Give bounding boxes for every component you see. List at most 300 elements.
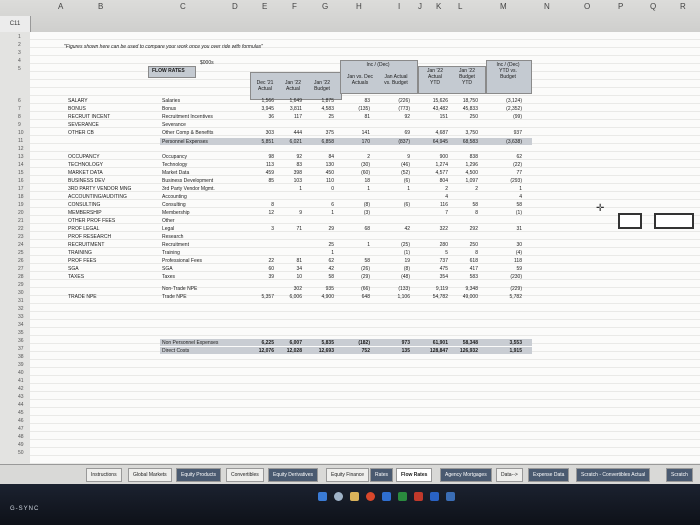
row-number: 21: [18, 218, 24, 224]
label-prof-fees: PROF FEES: [68, 258, 97, 264]
tab-agency-mortgages[interactable]: Agency Mortgages: [440, 468, 492, 482]
table-cell[interactable]: 25: [328, 114, 334, 120]
table-cell[interactable]: 85: [268, 178, 274, 184]
table-cell[interactable]: (8): [363, 202, 370, 208]
col-f[interactable]: F: [292, 2, 297, 11]
table-cell[interactable]: 3,945: [261, 106, 274, 112]
table-cell[interactable]: (3): [363, 210, 370, 216]
col-i[interactable]: I: [398, 2, 401, 11]
start-icon[interactable]: [318, 492, 327, 501]
label-trade-npe: TRADE NPE: [68, 294, 97, 300]
table-cell[interactable]: 5: [445, 250, 448, 256]
col-k[interactable]: K: [436, 2, 442, 11]
table-cell[interactable]: 58: [516, 202, 522, 208]
table-cell[interactable]: 322: [439, 226, 448, 232]
table-cell[interactable]: 1,649: [289, 98, 302, 104]
table-cell[interactable]: (46): [401, 162, 410, 168]
table-cell[interactable]: 6,021: [289, 139, 302, 145]
table-cell[interactable]: (26): [361, 266, 370, 272]
row-header-bar: [0, 32, 31, 464]
label-recruitment: RECRUITMENT: [68, 242, 105, 248]
col-j[interactable]: J: [418, 2, 422, 11]
table-cell[interactable]: 92: [296, 154, 302, 160]
table-cell[interactable]: 648: [361, 294, 370, 300]
table-cell[interactable]: 292: [469, 226, 478, 232]
table-cell[interactable]: (4): [515, 250, 522, 256]
outlook-icon[interactable]: [446, 492, 455, 501]
mid-consulting: Consulting: [162, 202, 186, 208]
table-cell[interactable]: 280: [439, 242, 448, 248]
row-number: 28: [18, 274, 24, 280]
table-cell[interactable]: (8): [403, 266, 410, 272]
table-cell[interactable]: (2,352): [506, 106, 522, 112]
cell-grid[interactable]: [30, 32, 700, 464]
col-r[interactable]: R: [680, 2, 686, 11]
table-cell[interactable]: 49,000: [462, 294, 478, 300]
hdr-jan22-actual-ytd: Jan '22 Actual YTD: [427, 68, 443, 86]
row-number: 5: [18, 66, 21, 72]
table-cell[interactable]: 34: [296, 266, 302, 272]
col-c[interactable]: C: [180, 2, 186, 11]
tab-instructions[interactable]: Instructions: [86, 468, 122, 482]
col-d[interactable]: D: [232, 2, 238, 11]
table-cell[interactable]: 126,932: [459, 348, 478, 354]
table-cell[interactable]: 58,348: [462, 340, 478, 346]
col-o[interactable]: O: [584, 2, 591, 11]
table-cell[interactable]: 8: [475, 210, 478, 216]
col-n[interactable]: N: [544, 2, 550, 11]
table-cell[interactable]: 113: [266, 162, 274, 168]
row-number: 26: [18, 258, 24, 264]
row-number: 50: [18, 450, 24, 456]
tab-equity-finance[interactable]: Equity Finance: [326, 468, 369, 482]
mid-recruitment: Recruitment: [162, 242, 189, 248]
table-cell[interactable]: 98: [268, 154, 274, 160]
table-cell[interactable]: (293): [510, 178, 522, 184]
hdr-jan-vs-dec: Jan vs. Dec Actuals: [346, 74, 374, 86]
row-number: 12: [18, 146, 24, 152]
col-e[interactable]: E: [262, 2, 268, 11]
col-g[interactable]: G: [322, 2, 329, 11]
label-training: TRAINING: [68, 250, 92, 256]
table-cell[interactable]: 6,006: [289, 294, 302, 300]
table-cell[interactable]: 303: [265, 130, 274, 136]
label-consulting: CONSULTING: [68, 202, 101, 208]
row-number: 38: [18, 354, 24, 360]
table-cell[interactable]: 25: [328, 242, 334, 248]
mid-salaries: Salaries: [162, 98, 181, 104]
row-number: 17: [18, 186, 24, 192]
units-label: $000s: [200, 60, 214, 66]
table-cell[interactable]: 973: [401, 340, 410, 346]
column-header-bar: [0, 0, 700, 33]
table-cell[interactable]: 18,750: [462, 98, 478, 104]
table-cell[interactable]: 81: [296, 258, 302, 264]
table-cell[interactable]: (229): [510, 286, 522, 292]
row-number: 42: [18, 386, 24, 392]
col-q[interactable]: Q: [650, 2, 657, 11]
col-a[interactable]: A: [58, 2, 64, 11]
row-number: 30: [18, 290, 24, 296]
table-cell[interactable]: (6): [403, 202, 410, 208]
table-cell[interactable]: 151: [439, 114, 448, 120]
table-cell[interactable]: 1: [367, 186, 370, 192]
table-cell[interactable]: 444: [293, 130, 302, 136]
col-l[interactable]: L: [458, 2, 463, 11]
row-number: 8: [18, 114, 21, 120]
table-cell[interactable]: 1: [519, 186, 522, 192]
table-cell[interactable]: 5,782: [509, 294, 522, 300]
table-cell[interactable]: 71: [296, 226, 302, 232]
table-cell[interactable]: 18: [364, 178, 370, 184]
table-cell[interactable]: (1): [403, 250, 410, 256]
table-cell[interactable]: 1,875: [321, 98, 334, 104]
mid-other: Other: [162, 218, 175, 224]
table-cell[interactable]: (3,124): [506, 98, 522, 104]
table-cell[interactable]: 3,553: [509, 340, 522, 346]
table-cell[interactable]: 69: [404, 130, 410, 136]
table-cell[interactable]: 83: [364, 98, 370, 104]
table-cell[interactable]: (29): [361, 274, 370, 280]
table-cell[interactable]: 398: [293, 170, 302, 176]
hdr-jan22-budget-ytd: Jan '22 Budget YTD: [459, 68, 475, 86]
tab-global-markets[interactable]: Global Markets: [128, 468, 172, 482]
row-number: 9: [18, 122, 21, 128]
table-cell[interactable]: (48): [401, 274, 410, 280]
table-cell[interactable]: (99): [513, 114, 522, 120]
table-cell[interactable]: 61,901: [432, 340, 448, 346]
table-cell[interactable]: 459: [265, 170, 274, 176]
table-cell[interactable]: 8: [475, 250, 478, 256]
table-cell[interactable]: 4,687: [435, 130, 448, 136]
row-number: 31: [18, 298, 24, 304]
table-cell[interactable]: 128,847: [429, 348, 448, 354]
tab-scratch[interactable]: Scratch: [666, 468, 693, 482]
row-number: 39: [18, 362, 24, 368]
table-cell[interactable]: 302: [293, 286, 302, 292]
label-other-cb: OTHER CB: [68, 130, 94, 136]
row-number: 10: [18, 130, 24, 136]
table-cell[interactable]: 0: [331, 186, 334, 192]
table-cell[interactable]: 58: [364, 258, 370, 264]
tab-rates[interactable]: Rates: [370, 468, 393, 482]
table-cell[interactable]: 81: [364, 114, 370, 120]
table-cell[interactable]: 6,858: [321, 139, 334, 145]
table-cell[interactable]: 417: [469, 266, 478, 272]
table-cell[interactable]: (60): [361, 170, 370, 176]
mid-market-data: Market Data: [162, 170, 190, 176]
table-cell[interactable]: 12,693: [318, 348, 334, 354]
hdr-ytd-incdec: Inc / (Dec) YTD vs. Budget: [496, 62, 520, 80]
tab-flow-rates[interactable]: Flow Rates: [396, 468, 432, 482]
table-cell[interactable]: 5,851: [261, 139, 274, 145]
table-cell[interactable]: 19: [404, 258, 410, 264]
table-cell[interactable]: 475: [439, 266, 448, 272]
table-cell[interactable]: 2: [445, 186, 448, 192]
table-cell[interactable]: 1,106: [397, 294, 410, 300]
table-cell[interactable]: 12: [268, 210, 274, 216]
table-cell[interactable]: 68,583: [462, 139, 478, 145]
instruction-note: "Figures shown here can be used to compare your work once you over ride with formulas": [64, 44, 263, 50]
row-number: 11: [18, 138, 24, 144]
search-icon[interactable]: [334, 492, 343, 501]
table-cell[interactable]: 2: [475, 186, 478, 192]
table-cell[interactable]: 22: [268, 258, 274, 264]
table-cell[interactable]: 3,750: [465, 130, 478, 136]
mid-prof-fees: Professional Fees: [162, 258, 203, 264]
table-cell[interactable]: 9,348: [465, 286, 478, 292]
table-cell[interactable]: 1: [367, 242, 370, 248]
mid-taxes: Taxes: [162, 274, 176, 280]
table-cell[interactable]: 9: [299, 210, 302, 216]
hdr-jan-vs-budget: Jan Actual vs. Budget: [384, 74, 408, 86]
table-cell[interactable]: 45,833: [462, 106, 478, 112]
table-cell[interactable]: 110: [326, 178, 334, 184]
table-cell[interactable]: 618: [469, 258, 478, 264]
table-cell[interactable]: (66): [361, 286, 370, 292]
os-taskbar: [0, 484, 700, 525]
table-cell[interactable]: 84: [328, 154, 334, 160]
section-title: FLOW RATES: [152, 68, 185, 74]
table-cell[interactable]: 103: [293, 178, 302, 184]
table-cell[interactable]: 15,626: [432, 98, 448, 104]
hdr-incdec: Inc / (Dec): [366, 62, 390, 68]
table-cell[interactable]: 1: [299, 186, 302, 192]
table-cell[interactable]: 3,811: [289, 106, 302, 112]
table-cell[interactable]: 31: [516, 226, 522, 232]
row-number: 18: [18, 194, 24, 200]
table-cell[interactable]: 1,097: [465, 178, 478, 184]
mid-training: Training: [162, 250, 180, 256]
row-number: 33: [18, 314, 24, 320]
table-cell[interactable]: 4: [445, 194, 448, 200]
mid-occupancy: Occupancy: [162, 154, 188, 160]
table-cell[interactable]: 1,566: [261, 98, 274, 104]
table-cell[interactable]: 29: [328, 226, 334, 232]
table-cell[interactable]: 6: [331, 202, 334, 208]
table-cell[interactable]: 64,945: [432, 139, 448, 145]
table-cell[interactable]: 54,782: [432, 294, 448, 300]
table-cell[interactable]: (182): [358, 340, 370, 346]
edge-icon[interactable]: [382, 492, 391, 501]
table-cell[interactable]: (3,638): [506, 139, 522, 145]
table-cell[interactable]: 62: [328, 258, 334, 264]
table-cell[interactable]: (773): [398, 106, 410, 112]
table-cell[interactable]: 5,357: [261, 294, 274, 300]
table-cell[interactable]: 4,577: [435, 170, 448, 176]
table-cell[interactable]: 130: [325, 162, 334, 168]
table-cell[interactable]: 9: [407, 154, 410, 160]
table-cell[interactable]: (25): [401, 242, 410, 248]
table-cell[interactable]: 7: [445, 210, 448, 216]
table-cell[interactable]: 60: [268, 266, 274, 272]
table-cell[interactable]: 2: [367, 154, 370, 160]
table-cell[interactable]: 141: [361, 130, 370, 136]
col-m[interactable]: M: [500, 2, 507, 11]
col-p[interactable]: P: [618, 2, 624, 11]
table-cell[interactable]: 4: [519, 194, 522, 200]
table-cell[interactable]: 58: [328, 274, 334, 280]
table-cell[interactable]: (230): [510, 274, 522, 280]
row-number: 19: [18, 202, 24, 208]
table-cell[interactable]: 1,915: [509, 348, 522, 354]
table-cell[interactable]: 937: [513, 130, 522, 136]
excel-icon[interactable]: [398, 492, 407, 501]
hdr-jan22-budget: Jan '22 Budget: [314, 80, 330, 92]
table-cell[interactable]: 5,835: [321, 340, 334, 346]
table-cell[interactable]: 804: [439, 178, 448, 184]
label-recruit-incent: RECRUIT INCENT: [68, 114, 111, 120]
row-number: 45: [18, 410, 24, 416]
table-cell[interactable]: (22): [513, 162, 522, 168]
row-number: 6: [18, 98, 21, 104]
row-number: 46: [18, 418, 24, 424]
table-cell[interactable]: 118: [514, 258, 522, 264]
table-cell[interactable]: (133): [398, 286, 410, 292]
table-cell[interactable]: 1: [331, 250, 334, 256]
label-membership: MEMBERSHIP: [68, 210, 102, 216]
mid-bonus: Bonus: [162, 106, 177, 112]
label-market-data: MARKET DATA: [68, 170, 103, 176]
table-cell[interactable]: (1): [515, 210, 522, 216]
table-cell[interactable]: (30): [361, 162, 370, 168]
monitor-brand: G-SYNC: [10, 506, 40, 512]
table-cell[interactable]: 12,028: [286, 348, 302, 354]
label-prof-research: PROF RESEARCH: [68, 234, 112, 240]
tab-scratch-convertibles[interactable]: Scratch - Convertibles Actual: [576, 468, 650, 482]
chrome-icon[interactable]: [366, 492, 375, 501]
table-cell[interactable]: 250: [469, 242, 478, 248]
row-number: 4: [18, 58, 21, 64]
table-cell[interactable]: 6,007: [289, 340, 302, 346]
tab-convertibles[interactable]: Convertibles: [226, 468, 264, 482]
row-number: 29: [18, 282, 24, 288]
table-cell[interactable]: (6): [403, 178, 410, 184]
table-cell[interactable]: 838: [469, 154, 478, 160]
row-number: 34: [18, 322, 24, 328]
mid-non-personnel: Non Personnel Expenses: [162, 340, 219, 346]
table-cell[interactable]: 170: [361, 139, 370, 145]
row-number: 44: [18, 402, 24, 408]
table-cell[interactable]: 9,119: [435, 286, 448, 292]
mid-business-dev: Business Development: [162, 178, 214, 184]
label-prof-legal: PROF LEGAL: [68, 226, 100, 232]
table-cell[interactable]: 58: [472, 202, 478, 208]
table-cell[interactable]: 30: [516, 242, 522, 248]
table-cell[interactable]: (135): [358, 106, 370, 112]
hdr-jan22-actual: Jan '22 Actual: [285, 80, 301, 92]
table-cell[interactable]: 8: [271, 202, 274, 208]
mid-severance: Severance: [162, 122, 186, 128]
table-cell[interactable]: 42: [404, 226, 410, 232]
row-number: 27: [18, 266, 24, 272]
selected-range[interactable]: [654, 213, 694, 229]
mid-legal: Legal: [162, 226, 175, 232]
row-number: 1: [18, 34, 21, 40]
tab-expense-data[interactable]: Expense Data: [528, 468, 569, 482]
row-number: 49: [18, 442, 24, 448]
mid-other-comp: Other Comp & Benefits: [162, 130, 214, 136]
word-icon[interactable]: [430, 492, 439, 501]
row-number: 47: [18, 426, 24, 432]
table-cell[interactable]: 583: [469, 274, 478, 280]
row-number: 15: [18, 170, 24, 176]
label-other-prof: OTHER PROF FEES: [68, 218, 116, 224]
file-explorer-icon[interactable]: [350, 492, 359, 501]
row-number: 2: [18, 42, 21, 48]
table-cell[interactable]: 900: [439, 154, 448, 160]
table-cell[interactable]: 36: [268, 114, 274, 120]
table-cell[interactable]: 117: [294, 114, 302, 120]
table-cell[interactable]: 737: [439, 258, 448, 264]
table-cell[interactable]: 250: [469, 114, 478, 120]
label-taxes: TAXES: [68, 274, 85, 280]
table-cell[interactable]: 935: [325, 286, 334, 292]
row-number: 32: [18, 306, 24, 312]
table-cell[interactable]: 4,583: [321, 106, 334, 112]
table-cell[interactable]: (52): [401, 170, 410, 176]
table-cell[interactable]: 4,500: [465, 170, 478, 176]
table-cell[interactable]: 752: [361, 348, 370, 354]
table-cell[interactable]: 6,225: [261, 340, 274, 346]
table-cell[interactable]: 1: [331, 210, 334, 216]
table-cell[interactable]: 39: [268, 274, 274, 280]
label-severance: SEVERANCE: [68, 122, 99, 128]
table-cell[interactable]: 92: [404, 114, 410, 120]
table-cell[interactable]: 3: [271, 226, 274, 232]
table-cell[interactable]: 135: [401, 348, 410, 354]
table-cell[interactable]: 83: [296, 162, 302, 168]
table-cell[interactable]: 68: [364, 226, 370, 232]
name-box[interactable]: C11: [0, 16, 31, 32]
table-cell[interactable]: 375: [325, 130, 334, 136]
row-number: 40: [18, 370, 24, 376]
table-cell[interactable]: 10: [296, 274, 302, 280]
label-technology: TECHNOLOGY: [68, 162, 104, 168]
col-h[interactable]: H: [356, 2, 362, 11]
tab-equity-derivatives[interactable]: Equity Derivatives: [268, 468, 318, 482]
table-cell[interactable]: 4,900: [321, 294, 334, 300]
table-cell[interactable]: 12,076: [258, 348, 274, 354]
table-cell[interactable]: 1,274: [435, 162, 448, 168]
selected-cell[interactable]: [618, 213, 642, 229]
table-cell[interactable]: 354: [439, 274, 448, 280]
table-cell[interactable]: 42: [328, 266, 334, 272]
mid-membership: Membership: [162, 210, 190, 216]
row-number: 14: [18, 162, 24, 168]
crosshair-cursor-icon: ✛: [596, 203, 605, 214]
table-cell[interactable]: 1,296: [465, 162, 478, 168]
col-b[interactable]: B: [98, 2, 104, 11]
table-cell[interactable]: 1: [407, 186, 410, 192]
table-cell[interactable]: 450: [325, 170, 334, 176]
table-cell[interactable]: 77: [516, 170, 522, 176]
table-cell[interactable]: 59: [516, 266, 522, 272]
table-cell[interactable]: 43,482: [432, 106, 448, 112]
table-cell[interactable]: 62: [516, 154, 522, 160]
mid-non-trade-npe: Non-Trade NPE: [162, 286, 198, 292]
powerpoint-icon[interactable]: [414, 492, 423, 501]
tab-equity-products[interactable]: Equity Products: [176, 468, 221, 482]
table-cell[interactable]: (226): [398, 98, 410, 104]
table-cell[interactable]: 116: [440, 202, 448, 208]
hdr-dec21: Dec '21 Actual: [256, 80, 274, 92]
mid-personnel-expenses: Personnel Expenses: [162, 139, 208, 145]
row-number: 22: [18, 226, 24, 232]
mid-trade-npe: Trade NPE: [162, 294, 187, 300]
tab-data[interactable]: Data-->: [496, 468, 523, 482]
table-cell[interactable]: (837): [398, 139, 410, 145]
